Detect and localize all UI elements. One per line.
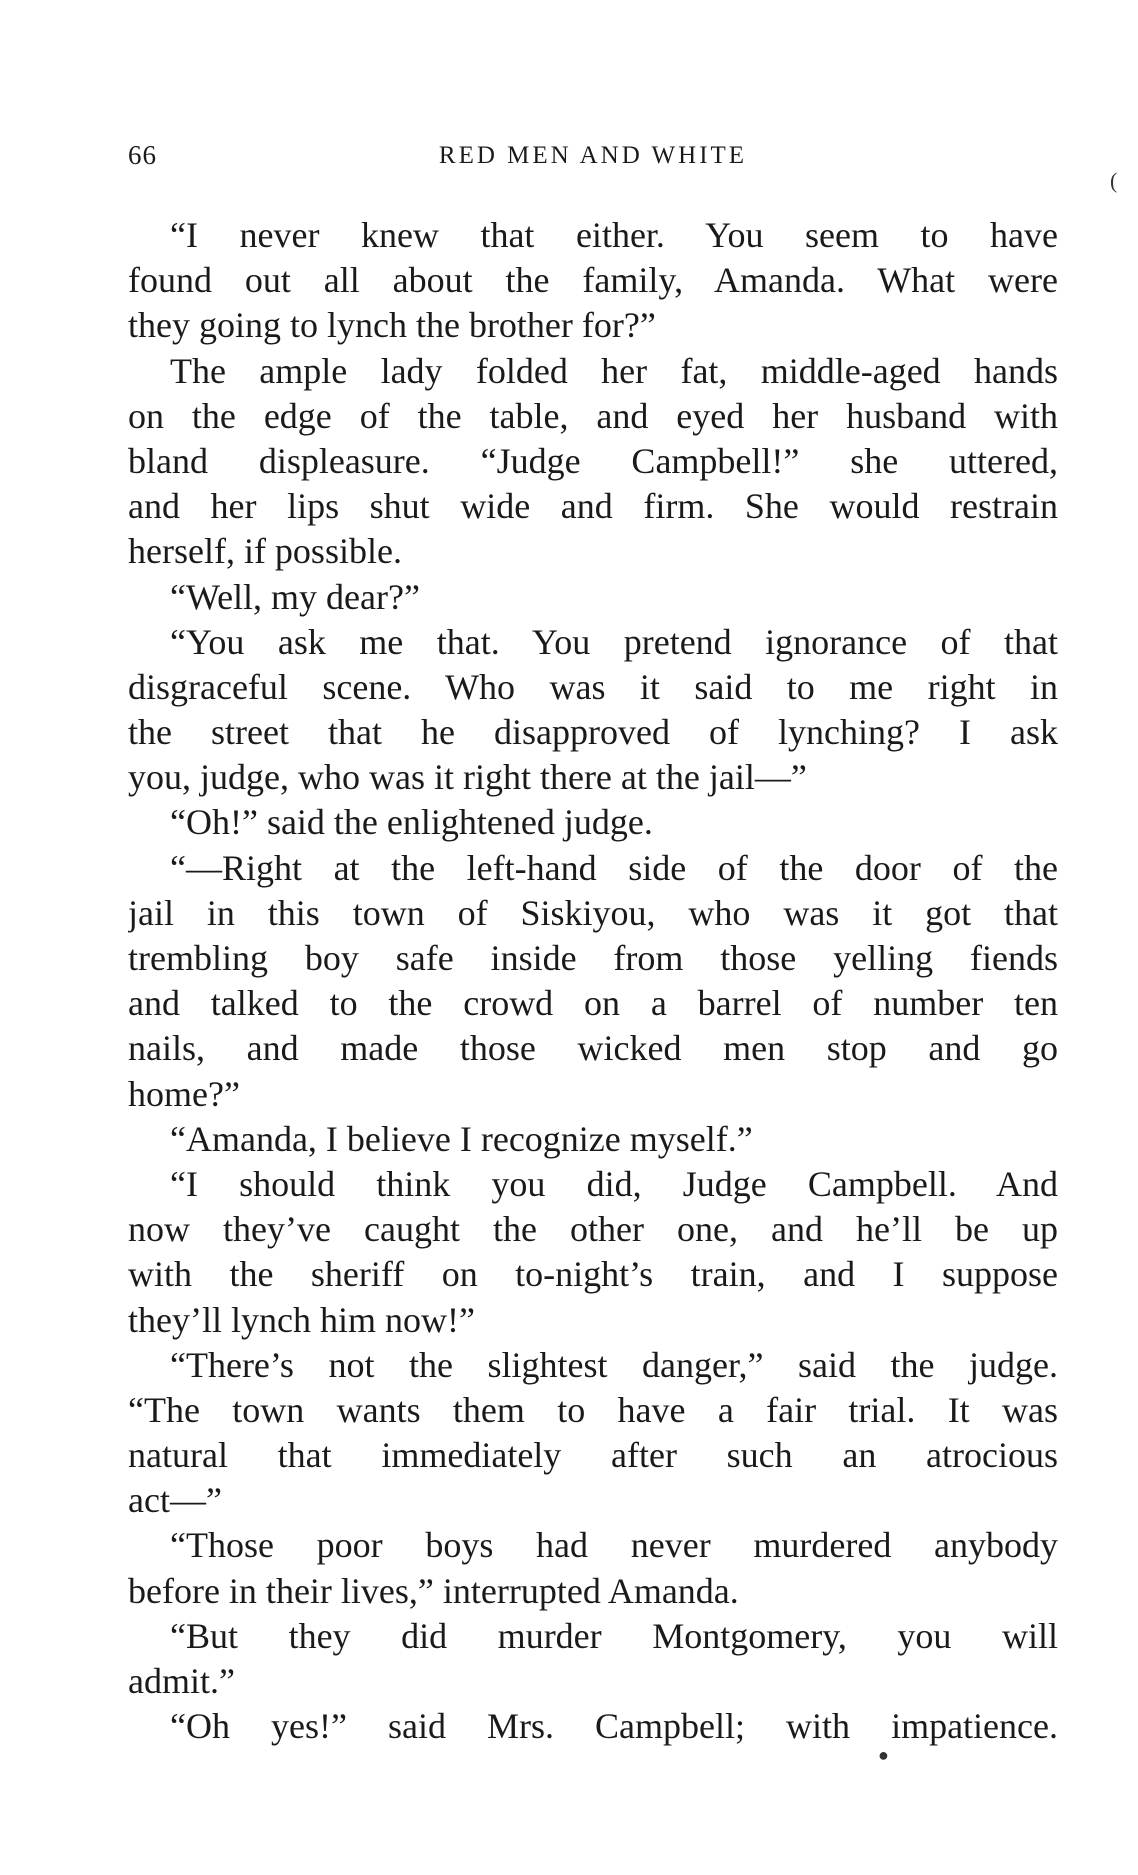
text-line: “Oh!” said the enlightened judge. <box>170 802 653 843</box>
text-line: herself, if possible. <box>128 531 402 572</box>
text-line: “—Right at the left-hand side of the door of the <box>170 847 1058 888</box>
text-line: they’ll lynch him now!” <box>128 1299 475 1340</box>
text-line: and her lips shut wide and firm. She would restrain <box>128 486 1058 527</box>
text-line: before in their lives,” interrupted Amanda. <box>128 1570 739 1611</box>
text-line: and talked to the crowd on a barrel of number ten <box>128 983 1058 1024</box>
text-line: you, judge, who was it right there at the jail—” <box>128 757 807 798</box>
text-line: “I should think you did, Judge Campbell. And <box>170 1163 1058 1204</box>
text-line: “I never knew that either. You seem to have <box>170 215 1058 255</box>
text-line: home?” <box>128 1073 240 1114</box>
text-line: trembling boy safe inside from those yelling fiends <box>128 938 1058 978</box>
text-line: found out all about the family, Amanda. What were <box>128 260 1058 301</box>
running-title: RED MEN AND WHITE <box>438 142 748 169</box>
text-line: “Those poor boys had never murdered anybody <box>170 1525 1058 1566</box>
text-line: they going to lynch the brother for?” <box>128 305 656 346</box>
text-line: with the sheriff on to-night’s train, and I suppose <box>128 1254 1058 1295</box>
body-text <box>128 213 1058 1749</box>
text-line: the street that he disapproved of lynching? I ask <box>128 712 1058 753</box>
text-line: act—” <box>128 1480 222 1521</box>
text-line: “Amanda, I believe I recognize myself.” <box>170 1118 753 1159</box>
text-line: The ample lady folded her fat, middle-aged hands <box>170 350 1058 391</box>
text-line: “You ask me that. You pretend ignorance of that <box>170 621 1058 662</box>
text-line: admit.” <box>128 1661 235 1701</box>
text-line: bland displeasure. “Judge Campbell!” she uttered, <box>128 440 1058 481</box>
text-line: “There’s not the slightest danger,” said the judge. <box>170 1344 1058 1385</box>
text-line: “Oh yes!” said Mrs. Campbell; with impatience. <box>170 1706 1058 1747</box>
page-header <box>128 140 1058 180</box>
ink-spot: ● <box>878 1745 889 1765</box>
text-line: disgraceful scene. Who was it said to me right in <box>128 666 1058 707</box>
text-line: “But they did murder Montgomery, you will <box>170 1615 1058 1656</box>
text-line: “Well, my dear?” <box>170 576 420 617</box>
text-line: “The town wants them to have a fair trial. It was <box>128 1389 1058 1430</box>
text-line: jail in this town of Siskiyou, who was it got that <box>128 892 1058 933</box>
margin-mark: ( <box>1110 168 1118 193</box>
text-line: now they’ve caught the other one, and he’ll be up <box>128 1209 1058 1250</box>
text-line: natural that immediately after such an atrocious <box>128 1435 1058 1476</box>
text-line: on the edge of the table, and eyed her husband with <box>128 395 1058 436</box>
page-number: 66 <box>128 140 157 170</box>
text-line: nails, and made those wicked men stop and go <box>128 1028 1058 1069</box>
